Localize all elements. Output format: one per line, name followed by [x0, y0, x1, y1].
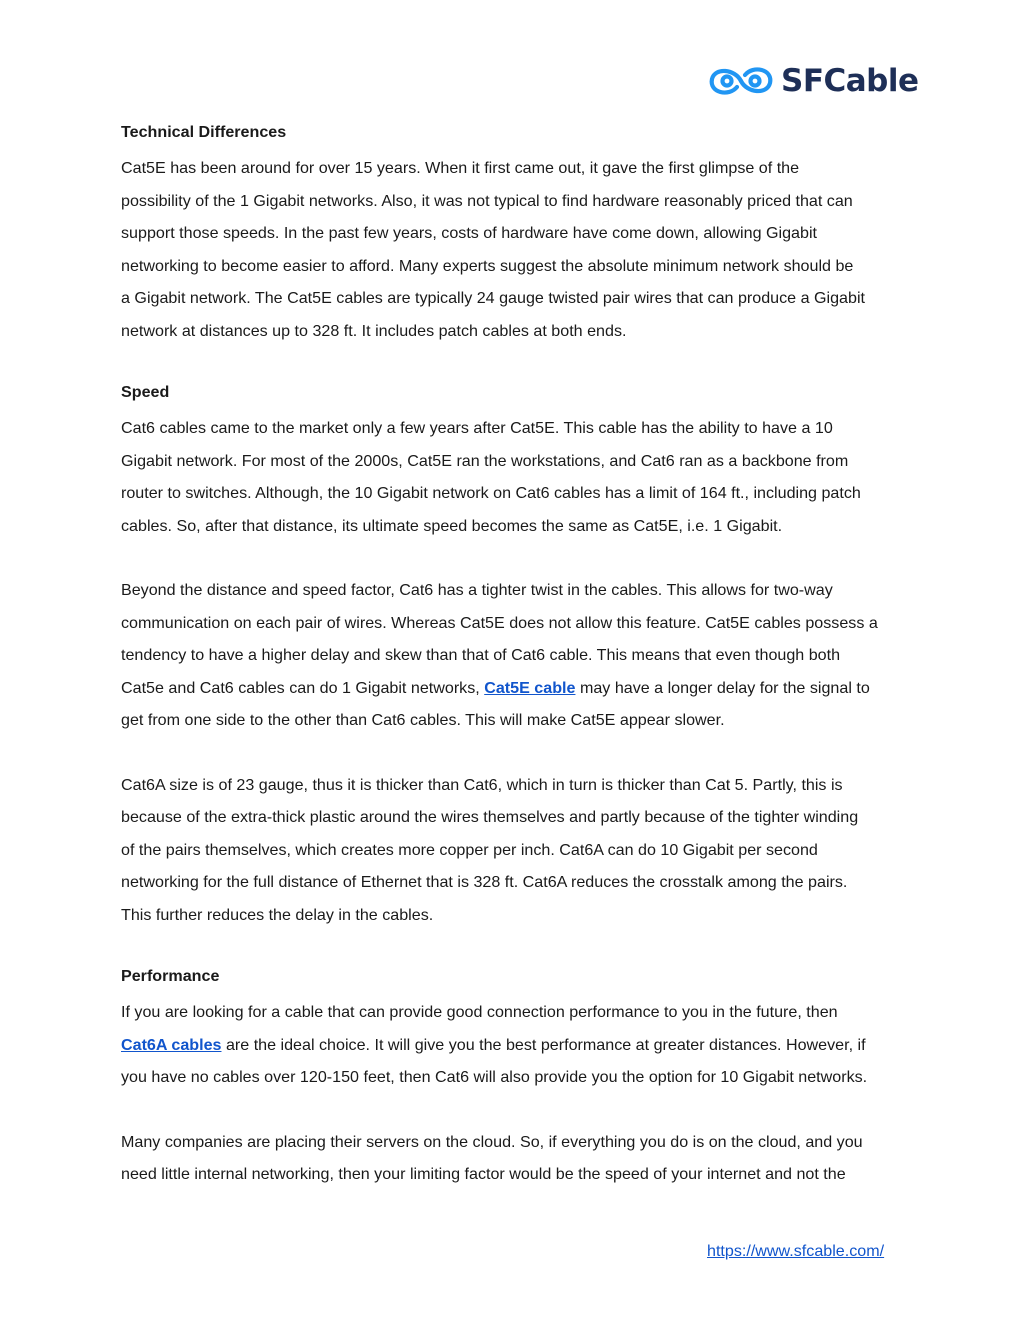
text-line: need little internal networking, then your limiting factor would be the speed of your internet and not the — [121, 1165, 846, 1183]
paragraph — [121, 574, 911, 737]
paragraph — [121, 152, 911, 347]
paragraph — [121, 769, 911, 932]
text-line-with-link — [121, 672, 911, 705]
text-line: you have no cables over 120-150 feet, then Cat6 will also provide you the option for 10 Gigabit networks. — [121, 1068, 868, 1086]
text-line: Many companies are placing their servers on the cloud. So, if everything you do is on the cloud, and you — [121, 1132, 863, 1151]
text-after-link: may have a longer delay for the signal to — [575, 678, 870, 697]
text-line: because of the extra-thick plastic around the wires themselves and partly because of the tighter winding — [121, 808, 859, 826]
paragraph-spacer — [121, 737, 911, 769]
text-after-link: are the ideal choice. It will give you the best performance at greater distances. However, if — [221, 1035, 866, 1054]
sfcable-logo — [707, 61, 919, 101]
section-heading: Technical Differences — [121, 123, 287, 141]
text-before-link: Cat5e and Cat6 cables can do 1 Gigabit networks, — [121, 678, 485, 697]
text-line: networking to become easier to afford. Many experts suggest the absolute minimum network should be — [121, 256, 854, 275]
text-line: of the pairs themselves, which creates more copper per inch. Cat6A can do 10 Gigabit per second — [121, 840, 818, 859]
paragraph-spacer — [121, 542, 911, 574]
text-line: Gigabit network. For most of the 2000s, Cat5E ran the workstations, and Cat6 ran as a backbone from — [121, 451, 849, 470]
section-spacer — [121, 347, 911, 379]
text-line: Cat5E has been around for over 15 years. When it first came out, it gave the first glimpse of the — [121, 159, 800, 177]
text-line: networking for the full distance of Ethernet that is 328 ft. Cat6A reduces the crosstalk among the pairs. — [121, 873, 848, 891]
infinity-cable-icon — [707, 61, 775, 101]
text-line: Cat6A size is of 23 gauge, thus it is thicker than Cat6, which in turn is thicker than Cat 5. Partly, this is — [121, 775, 843, 794]
inline-product-link[interactable]: Cat5E cable — [484, 678, 576, 697]
text-line: communication on each pair of wires. Whereas Cat5E does not allow this feature. Cat5E cables possess a — [121, 613, 878, 632]
paragraph — [121, 996, 911, 1094]
section-spacer — [121, 931, 911, 963]
text-line: This further reduces the delay in the cables. — [121, 905, 434, 924]
text-line: network at distances up to 328 ft. It includes patch cables at both ends. — [121, 321, 627, 340]
text-line: possibility of the 1 Gigabit networks. Also, it was not typical to find hardware reasonably priced that can — [121, 191, 853, 210]
text-line: cables. So, after that distance, its ultimate speed becomes the same as Cat5E, i.e. 1 Gigabit. — [121, 516, 783, 535]
footer-url-link[interactable]: https://www.sfcable.com/ — [707, 1242, 885, 1260]
paragraph — [121, 1126, 911, 1191]
text-line: Beyond the distance and speed factor, Cat6 has a tighter twist in the cables. This allows for two-way — [121, 581, 833, 599]
text-line: If you are looking for a cable that can provide good connection performance to you in the future, then — [121, 1003, 838, 1021]
text-line: Cat6 cables came to the market only a few years after Cat5E. This cable has the ability to have a 10 — [121, 419, 833, 437]
inline-product-link[interactable]: Cat6A cables — [121, 1035, 222, 1054]
section-heading: Speed — [121, 383, 170, 401]
section-heading: Performance — [121, 967, 220, 985]
text-line: tendency to have a higher delay and skew than that of Cat6 cable. This means that even though both — [121, 646, 841, 664]
logo-text: SFCable — [781, 63, 919, 99]
text-line: a Gigabit network. The Cat5E cables are typically 24 gauge twisted pair wires that can produce a Gigabit — [121, 289, 865, 307]
paragraph — [121, 412, 911, 542]
text-line: support those speeds. In the past few years, costs of hardware have come down, allowing Gigabit — [121, 224, 817, 242]
text-line: get from one side to the other than Cat6 cables. This will make Cat5E appear slower. — [121, 711, 725, 729]
text-line-with-link — [121, 1029, 911, 1062]
paragraph-spacer — [121, 1094, 911, 1126]
document-body — [121, 119, 911, 1191]
text-line: router to switches. Although, the 10 Gigabit network on Cat6 cables has a limit of 164 ft., including patch — [121, 484, 861, 502]
